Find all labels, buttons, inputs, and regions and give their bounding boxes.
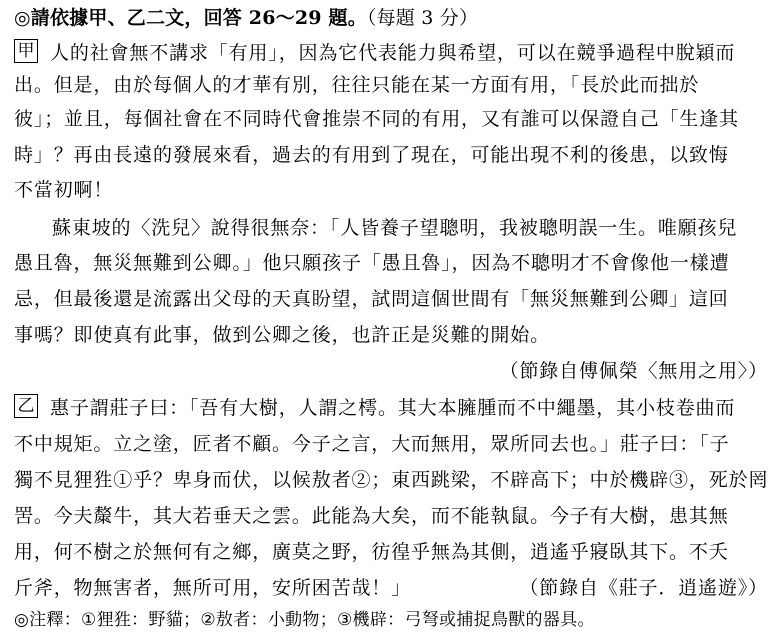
passage-b-label: 乙 — [14, 394, 38, 418]
passage-a-line-4: 時」？再由長遠的發展來看，過去的有用到了現在，可能出現不利的後患，以致悔 — [14, 144, 729, 166]
passage-a-label: 甲 — [14, 39, 38, 63]
passage-b-line-6 — [14, 573, 768, 603]
passage-a-line-8: 忌，但最後還是流露出父母的天真盼望，試問這個世間有「無災無難到公卿」這回 — [14, 288, 729, 310]
passage-a-line-9: 事嗎？即使真有此事，做到公卿之後，也許正是災難的開始。 — [14, 324, 550, 346]
heading-main: ◎請依據甲、乙二文，回答 26～29 題。 — [14, 7, 367, 29]
passage-a-source: （節錄自傅佩榮〈無用之用〉） — [499, 360, 768, 382]
passage-a-line-6: 蘇東坡的〈洗兒〉說得很無奈：「人皆養子望聰明，我被聰明誤一生。唯願孩兒 — [52, 217, 738, 239]
passage-b-last-text: 斤斧，物無害者，無所可用，安所困苦哉！」 — [14, 577, 412, 599]
passage-a-line-5: 不當初啊！ — [14, 179, 114, 201]
question-heading — [14, 3, 768, 33]
passage-b-line-5: 用，何不樹之於無何有之鄉，廣莫之野，彷徨乎無為其側，逍遙乎寢臥其下。不夭 — [14, 541, 729, 563]
passage-a-line-3: 彼」；並且，每個社會在不同時代會推崇不同的有用，又有誰可以保證自己「生逢其 — [14, 108, 739, 130]
footnotes: ◎注釋：①狸狌：野貓；②敖者：小動物；③機辟：弓弩或捕捉鳥獸的器具。 — [14, 610, 595, 630]
passage-a-line-1 — [14, 38, 768, 68]
passage-a-line-7: 愚且魯，無災無難到公卿。」他只願孩子「愚且魯」，因為不聰明才不會像他一樣遭 — [14, 252, 730, 274]
passage-a-text: 人的社會無不講求「有用」，因為它代表能力與希望，可以在競爭過程中脫穎而 — [50, 42, 736, 64]
passage-b-line-3: 獨不見狸狌①乎？卑身而伏，以候敖者②；東西跳梁，不辟高下；中於機辟③，死於罔 — [14, 469, 769, 491]
passage-b-line-4: 罟。今夫斄牛，其大若垂天之雲。此能為大矣，而不能執鼠。今子有大樹，患其無 — [14, 505, 729, 527]
passage-b-text: 惠子謂莊子曰：「吾有大樹，人謂之樗。其大本臃腫而不中繩墨，其小枝卷曲而 — [50, 397, 736, 419]
passage-b-line-2: 不中規矩。立之塗，匠者不顧。今子之言，大而無用，眾所同去也。」莊子曰：「子 — [14, 433, 730, 455]
passage-b-line-1 — [14, 393, 768, 423]
passage-b-source: （節錄自《莊子．逍遙遊》） — [519, 577, 768, 599]
heading-score: （每題 3 分） — [366, 7, 479, 29]
passage-a-line-2: 出。但是，由於每個人的才華有別，往往只能在某一方面有用，「長於此而拙於 — [14, 74, 700, 96]
